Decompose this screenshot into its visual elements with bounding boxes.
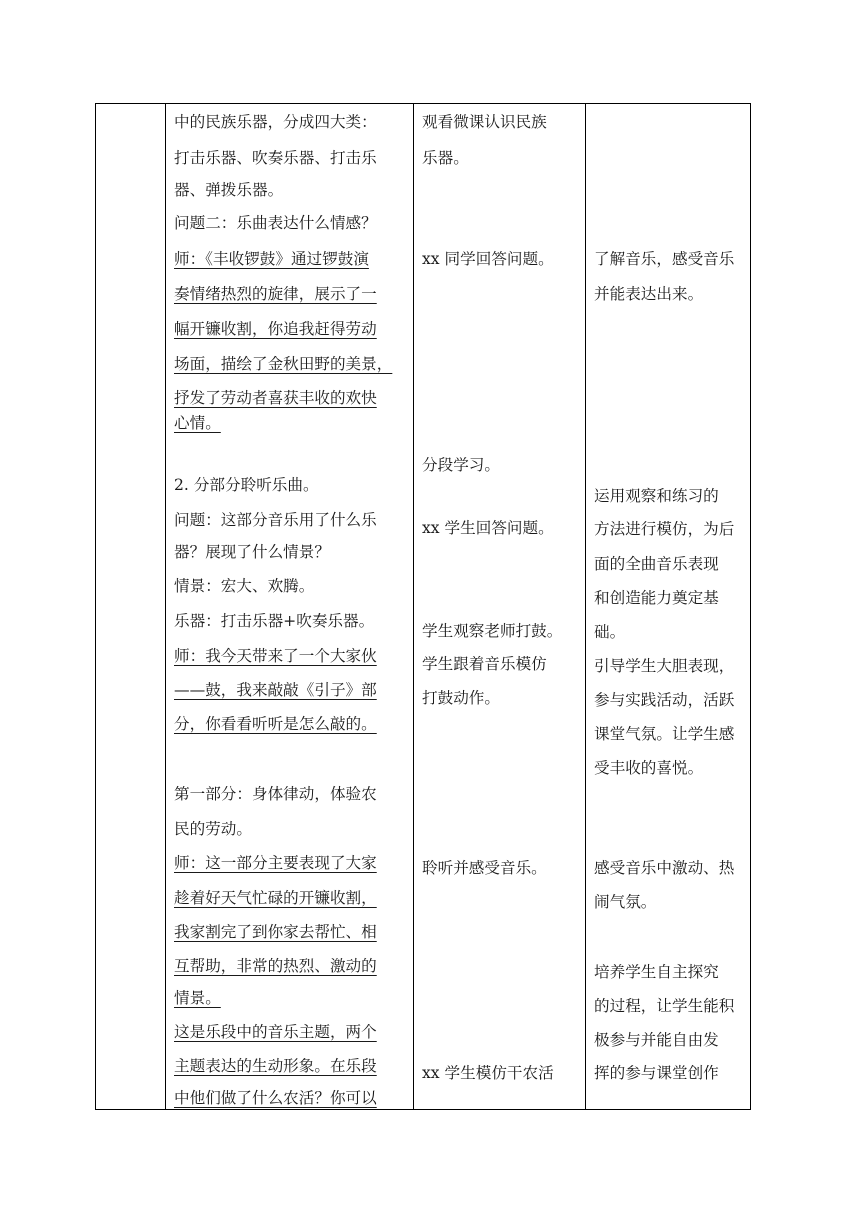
teacher-line: 场面，描绘了金秋田野的美景， <box>174 355 393 373</box>
column-divider <box>413 104 414 1109</box>
stage-column <box>96 104 165 1109</box>
teacher-line: 这是乐段中的音乐主题，两个 <box>174 1023 377 1041</box>
teacher-line: 2. 分部分聆听乐曲。 <box>174 476 319 494</box>
intent-line: 了解音乐，感受音乐 <box>594 250 735 268</box>
column-divider <box>165 104 166 1109</box>
intent-line: 闹气氛。 <box>594 893 657 911</box>
teacher-line: 我家割完了到你家去帮忙、相 <box>174 923 377 941</box>
teacher-line: 打击乐器、吹奏乐器、打击乐 <box>174 149 377 167</box>
column-divider <box>585 104 586 1109</box>
intent-line: 培养学生自主探究 <box>594 963 719 981</box>
student-line: xx 学生模仿干农活 <box>422 1064 554 1082</box>
teacher-line: 抒发了劳动者喜获丰收的欢快 <box>174 389 377 407</box>
teacher-line: 乐器：打击乐器+吹奏乐器。 <box>174 612 375 630</box>
design-intent-column <box>594 104 750 1109</box>
teacher-line: 中的民族乐器，分成四大类： <box>174 113 377 131</box>
teacher-line: 趁着好天气忙碌的开镰收割， <box>174 889 377 907</box>
student-line: xx 学生回答问题。 <box>422 519 554 537</box>
student-line: 分段学习。 <box>422 456 500 474</box>
teacher-line: 分，你看看听听是怎么敲的。 <box>174 715 377 733</box>
student-line: 观看微课认识民族 <box>422 113 547 131</box>
teacher-line: 器、弹拨乐器。 <box>174 181 284 199</box>
student-line: xx 同学回答问题。 <box>422 250 554 268</box>
student-line: 学生跟着音乐模仿 <box>422 655 547 673</box>
intent-line: 感受音乐中激动、热 <box>594 859 735 877</box>
teacher-line: 问题二：乐曲表达什么情感？ <box>174 214 377 232</box>
student-line: 学生观察老师打鼓。 <box>422 622 563 640</box>
teacher-line: 情景。 <box>174 989 221 1007</box>
teacher-line: 师：这一部分主要表现了大家 <box>174 854 377 872</box>
teacher-line: 幅开镰收割，你追我赶得劳动 <box>174 320 377 338</box>
teacher-line: 第一部分：身体律动，体验农 <box>174 785 377 803</box>
intent-line: 引导学生大胆表现， <box>594 657 735 675</box>
intent-line: 课堂气氛。让学生感 <box>594 725 735 743</box>
intent-line: 的过程，让学生能积 <box>594 997 735 1015</box>
student-activity-column <box>422 104 584 1109</box>
teacher-line: 民的劳动。 <box>174 820 252 838</box>
intent-line: 参与实践活动，活跃 <box>594 691 735 709</box>
teacher-line: 心情。 <box>174 414 221 432</box>
student-line: 乐器。 <box>422 149 469 167</box>
teacher-line: ——鼓，我来敲敲《引子》部 <box>174 681 377 699</box>
teacher-line: 中他们做了什么农活？你可以 <box>174 1089 377 1107</box>
teacher-line: 主题表达的生动形象。在乐段 <box>174 1057 377 1075</box>
student-line: 打鼓动作。 <box>422 689 500 707</box>
teacher-activity-column <box>174 104 412 1109</box>
teacher-line: 器？展现了什么情景？ <box>174 543 330 561</box>
lesson-table <box>95 103 751 1110</box>
student-line: 聆听并感受音乐。 <box>422 859 547 877</box>
intent-line: 方法进行模仿，为后 <box>594 520 735 538</box>
intent-line: 面的全曲音乐表现 <box>594 555 719 573</box>
intent-line: 和创造能力奠定基 <box>594 589 719 607</box>
teacher-line: 师：《丰收锣鼓》通过锣鼓演 <box>174 250 369 268</box>
intent-line: 挥的参与课堂创作 <box>594 1064 719 1082</box>
teacher-line: 师：我今天带来了一个大家伙 <box>174 647 377 665</box>
intent-line: 础。 <box>594 623 626 641</box>
teacher-line: 情景：宏大、欢腾。 <box>174 577 315 595</box>
teacher-line: 互帮助，非常的热烈、激动的 <box>174 957 377 975</box>
intent-line: 极参与并能自由发 <box>594 1031 719 1049</box>
teacher-line: 问题：这部分音乐用了什么乐 <box>174 511 377 529</box>
intent-line: 受丰收的喜悦。 <box>594 759 704 777</box>
teacher-line: 奏情绪热烈的旋律，展示了一 <box>174 285 377 303</box>
intent-line: 并能表达出来。 <box>594 285 704 303</box>
intent-line: 运用观察和练习的 <box>594 487 719 505</box>
